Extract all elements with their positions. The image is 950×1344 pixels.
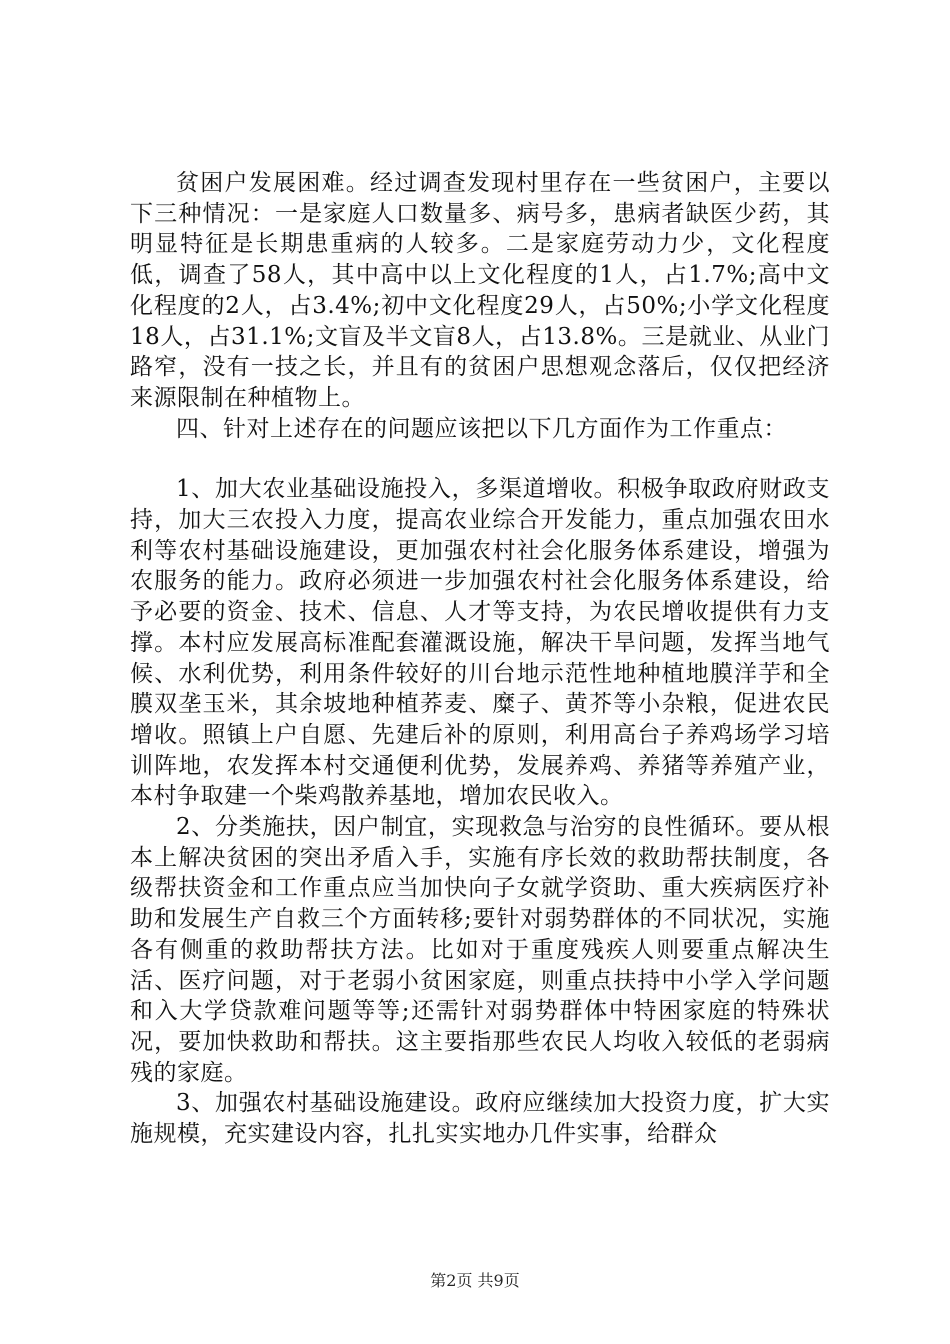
paragraph-item-1: 1、加大农业基础设施投入，多渠道增收。积极争取政府财政支持，加大三农投入力度，提高农业综合开发能力，重点加强农田水利等农村基础设施建设，更加强农村社会化服务体系建设，增强为农服务的能力。政府必须进一步加强农村社会化服务体系建设，给予必要的资金、技术、信息、人才等支持，为农民增收提供有力支撑。本村应发展高标准配套灌溉设施，解决干旱问题，发挥当地气候、水利优势，利用条件较好的川台地示范性地种植地膜洋芋和全膜双垄玉米，其余坡地种植荞麦、糜子、黄芥等小杂粮，促进农民增收。照镇上户自愿、先建后补的原则，利用高台子养鸡场学习培训阵地，农发挥本村交通便利优势，发展养鸡、养猪等养殖产业，本村争取建一个柴鸡散养基地，增加农民收入。 <box>130 476 830 810</box>
page-footer: 第2页 共9页 <box>430 1271 520 1290</box>
document-body <box>130 168 830 1150</box>
section-heading-work-priorities: 四、针对上述存在的问题应该把以下几方面作为工作重点： <box>176 415 787 442</box>
paragraph-spacer <box>130 444 830 474</box>
paragraph-item-2: 2、分类施扶，因户制宜，实现救急与治穷的良性循环。要从根本上解决贫困的突出矛盾入手，实施有序长效的救助帮扶制度，各级帮扶资金和工作重点应当加快向子女就学资助、重大疾病医疗补助和发展生产自救三个方面转移;要针对弱势群体的不同状况，实施各有侧重的救助帮扶方法。比如对于重度残疾人则要重点解决生活、医疗问题，对于老弱小贫困家庭，则重点扶持中小学入学问题和入大学贷款难问题等等;还需针对弱势群体中特困家庭的特殊状况，要加快救助和帮扶。这主要指那些农民人均收入较低的老弱病残的家庭。 <box>130 814 830 1086</box>
paragraph-item-3: 3、加强农村基础设施建设。政府应继续加大投资力度，扩大实施规模，充实建设内容，扎扎实实地办几件实事，给群众 <box>130 1090 830 1148</box>
paragraph-poverty-difficulties: 贫困户发展困难。经过调查发现村里存在一些贫困户，主要以下三种情况：一是家庭人口数量多、病号多，患病者缺医少药，其明显特征是长期患重病的人较多。二是家庭劳动力少，文化程度低，调查了58人，其中高中以上文化程度的1人，占1.7%;高中文化程度的2人，占3.4%;初中文化程度29人，占50%;小学文化程度18人，占31.1%;文盲及半文盲8人，占13.8%。三是就业、从业门路窄，没有一技之长，并且有的贫困户思想观念落后，仅仅把经济来源限制在种植物上。 <box>130 170 830 411</box>
